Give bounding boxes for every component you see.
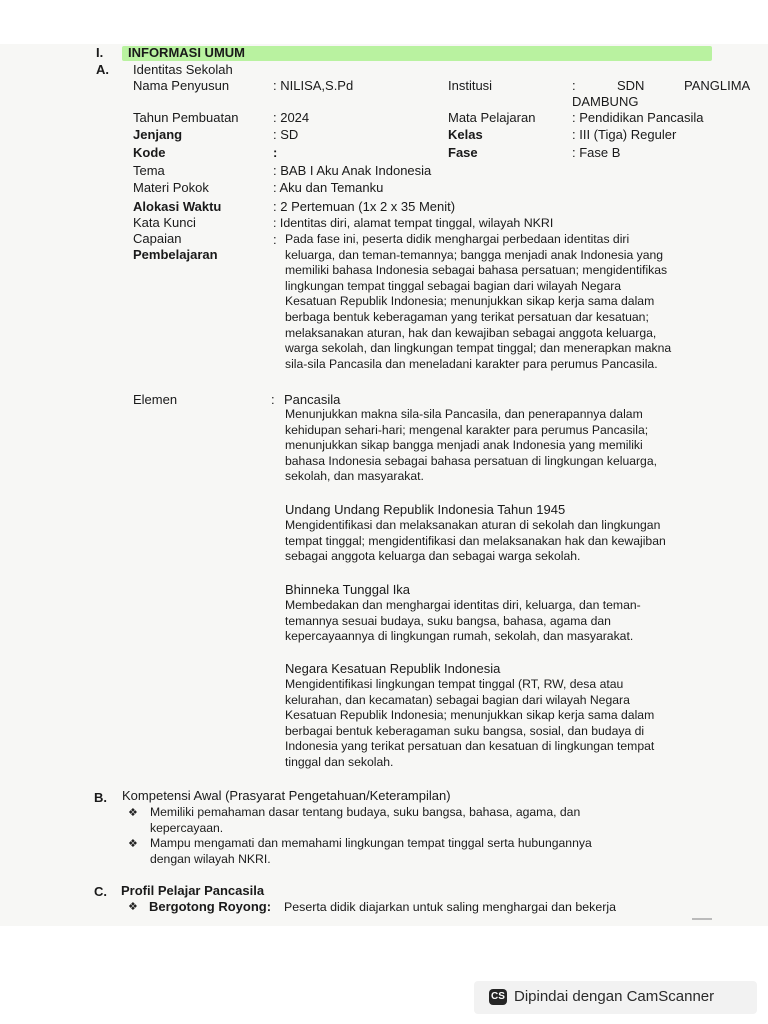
elemen-pancasila-text bbox=[285, 407, 755, 485]
capaian-line: keluarga, dan teman-temannya; bangga menjadi anak Indonesia yang bbox=[285, 247, 664, 262]
section-a-title: Identitas Sekolah bbox=[133, 62, 233, 77]
value-kata-kunci: : Identitas diri, alamat tempat tinggal, wilayah NKRI bbox=[273, 216, 554, 230]
value-jenjang: : SD bbox=[273, 127, 299, 142]
label-capaian: Capaian bbox=[133, 231, 182, 246]
uud-title: Undang Undang Republik Indonesia Tahun 1945 bbox=[285, 502, 566, 517]
capaian-line: warga sekolah, dan lingkungan tempat tinggal; dan menerapkan makna bbox=[285, 341, 672, 356]
section-i-number: I. bbox=[96, 45, 104, 60]
bullet-line: Mampu mengamati dan memahami lingkungan tempat tinggal serta hubungannya bbox=[150, 836, 592, 850]
bhinneka-line: temannya sesuai budaya, suku bangsa, bahasa, agama dan bbox=[285, 613, 611, 628]
bhinneka-title: Bhinneka Tunggal Ika bbox=[285, 582, 411, 597]
uud-text bbox=[285, 518, 755, 565]
diamond-bullet-icon: ❖ bbox=[128, 807, 138, 819]
uud-line: tempat tinggal; mengidentifikasi dan melaksanakan hak dan kewajiban bbox=[285, 533, 666, 548]
label-fase: Fase bbox=[448, 145, 478, 160]
page-edge-mark bbox=[692, 918, 712, 920]
nkri-line: Indonesia yang terikat persatuan dan kesatuan di lingkungan tempat bbox=[285, 739, 655, 754]
label-jenjang: Jenjang bbox=[133, 127, 183, 142]
label-kode: Kode bbox=[133, 145, 166, 160]
label-materi: Materi Pokok bbox=[133, 180, 209, 195]
elemen-line: Menunjukkan makna sila-sila Pancasila, dan penerapannya dalam bbox=[285, 407, 643, 421]
value-kode: : bbox=[273, 145, 278, 160]
nkri-line: Kesatuan Republik Indonesia; menunjukkan sikap kerja sama dalam bbox=[285, 708, 655, 723]
bullet-line: Memiliki pemahaman dasar tentang budaya, suku bangsa, bahasa, agama, dan bbox=[150, 805, 581, 819]
elemen-pancasila-title: Pancasila bbox=[284, 392, 341, 407]
nkri-title: Negara Kesatuan Republik Indonesia bbox=[285, 661, 501, 676]
bullet-line: kepercayaan. bbox=[150, 820, 224, 835]
label-institusi: Institusi bbox=[448, 78, 493, 93]
elemen-line: menunjukkan sikap bangga menjadi anak Indonesia yang memiliki bbox=[285, 438, 643, 453]
section-c-bullet-text: Peserta didik diajarkan untuk saling menghargai dan bekerja bbox=[284, 900, 617, 914]
section-b-bullet-2 bbox=[150, 836, 695, 867]
section-b-letter: B. bbox=[94, 790, 107, 805]
uud-line: Mengidentifikasi dan melaksanakan aturan di sekolah dan lingkungan bbox=[285, 518, 661, 532]
value-materi: : Aku dan Temanku bbox=[273, 180, 384, 195]
value-kelas: : III (Tiga) Reguler bbox=[572, 127, 677, 142]
capaian-colon: : bbox=[273, 232, 277, 247]
value-tahun: : 2024 bbox=[273, 110, 310, 125]
institusi-value-3: DAMBUNG bbox=[572, 94, 639, 109]
nkri-line: berbagai bentuk keberagaman suku bangsa, sosial, dan budaya di bbox=[285, 723, 645, 738]
elemen-colon: : bbox=[271, 392, 275, 407]
section-i-title: INFORMASI UMUM bbox=[128, 45, 245, 60]
capaian-line: melaksanakan aturan, hak dan kewajiban sebagai anggota keluarga, bbox=[285, 325, 657, 340]
diamond-bullet-icon: ❖ bbox=[128, 838, 138, 850]
capaian-line: berbaga bentuk keberagaman yang terikat persatuan dar kesatuan; bbox=[285, 309, 649, 324]
label-alokasi: Alokasi Waktu bbox=[133, 199, 222, 214]
value-alokasi: : 2 Pertemuan (1x 2 x 35 Menit) bbox=[273, 199, 456, 214]
capaian-line: sila-sila Pancasila dan meneladani karakter para perumus Pancasila. bbox=[285, 356, 658, 371]
bhinneka-line: kepercayaannya di lingkungan rumah, sekolah, dan masyarakat. bbox=[285, 629, 634, 644]
camscanner-label: Dipindai dengan CamScanner bbox=[514, 988, 715, 1005]
section-a-letter: A. bbox=[96, 62, 109, 77]
camscanner-logo-icon: CS bbox=[489, 989, 507, 1005]
elemen-line: sekolah, dan masyarakat. bbox=[285, 469, 424, 484]
section-b-title: Kompetensi Awal (Prasyarat Pengetahuan/Keterampilan) bbox=[122, 788, 451, 803]
section-c-bullet-label: Bergotong Royong: bbox=[149, 899, 272, 914]
label-kata-kunci: Kata Kunci bbox=[133, 215, 196, 230]
elemen-line: bahasa Indonesia sebagai bahasa persatuan di lingkungan keluarga, bbox=[285, 453, 658, 468]
label-nama-penyusun: Nama Penyusun bbox=[133, 78, 230, 93]
value-tema: : BAB I Aku Anak Indonesia bbox=[273, 163, 432, 178]
nkri-line: Mengidentifikasi lingkungan tempat tinggal (RT, RW, desa atau bbox=[285, 677, 624, 691]
section-b-bullet-1 bbox=[150, 805, 695, 836]
label-elemen: Elemen bbox=[133, 392, 178, 407]
bhinneka-line: Membedakan dan menghargai identitas diri, keluarga, dan teman- bbox=[285, 598, 641, 612]
institusi-value-1: SDN bbox=[617, 78, 645, 93]
capaian-line: Kesatuan Republik Indonesia; menunjukkan sikap kerja sama dalam bbox=[285, 294, 655, 309]
capaian-line: lingkungan tempat tinggal sebagai bagian dari wilayah Negara bbox=[285, 278, 622, 293]
capaian-text bbox=[285, 232, 755, 372]
label-tahun: Tahun Pembuatan bbox=[133, 110, 239, 125]
top-margin bbox=[0, 0, 768, 44]
label-tema: Tema bbox=[133, 163, 165, 178]
uud-line: sebagai anggota keluarga dan sebagai warga sekolah. bbox=[285, 549, 581, 564]
value-mapel: : Pendidikan Pancasila bbox=[572, 110, 704, 125]
section-c-letter: C. bbox=[94, 884, 107, 899]
value-fase: : Fase B bbox=[572, 145, 621, 160]
section-c-title: Profil Pelajar Pancasila bbox=[121, 883, 265, 898]
elemen-line: kehidupan sehari-hari; mengenal karakter para perumus Pancasila; bbox=[285, 422, 649, 437]
label-kelas: Kelas bbox=[448, 127, 483, 142]
value-nama-penyusun: : NILISA,S.Pd bbox=[273, 78, 354, 93]
bhinneka-text bbox=[285, 598, 755, 645]
capaian-line: Pada fase ini, peserta didik menghargai perbedaan identitas diri bbox=[285, 232, 630, 246]
diamond-bullet-icon: ❖ bbox=[128, 901, 138, 913]
bullet-line: dengan wilayah NKRI. bbox=[150, 851, 271, 866]
nkri-line: kelurahan, dan kecamatan) sebagai bagian dari wilayah Negara bbox=[285, 692, 630, 707]
nkri-text bbox=[285, 677, 755, 771]
label-pembelajaran: Pembelajaran bbox=[133, 247, 218, 262]
capaian-line: memiliki bahasa Indonesia sebagai bahasa persatuan; mengidentifikas bbox=[285, 263, 668, 278]
institusi-value-2: PANGLIMA bbox=[684, 78, 751, 93]
nkri-line: tinggal dan sekolah. bbox=[285, 754, 394, 769]
institusi-colon: : bbox=[572, 78, 576, 93]
label-mapel: Mata Pelajaran bbox=[448, 110, 536, 125]
